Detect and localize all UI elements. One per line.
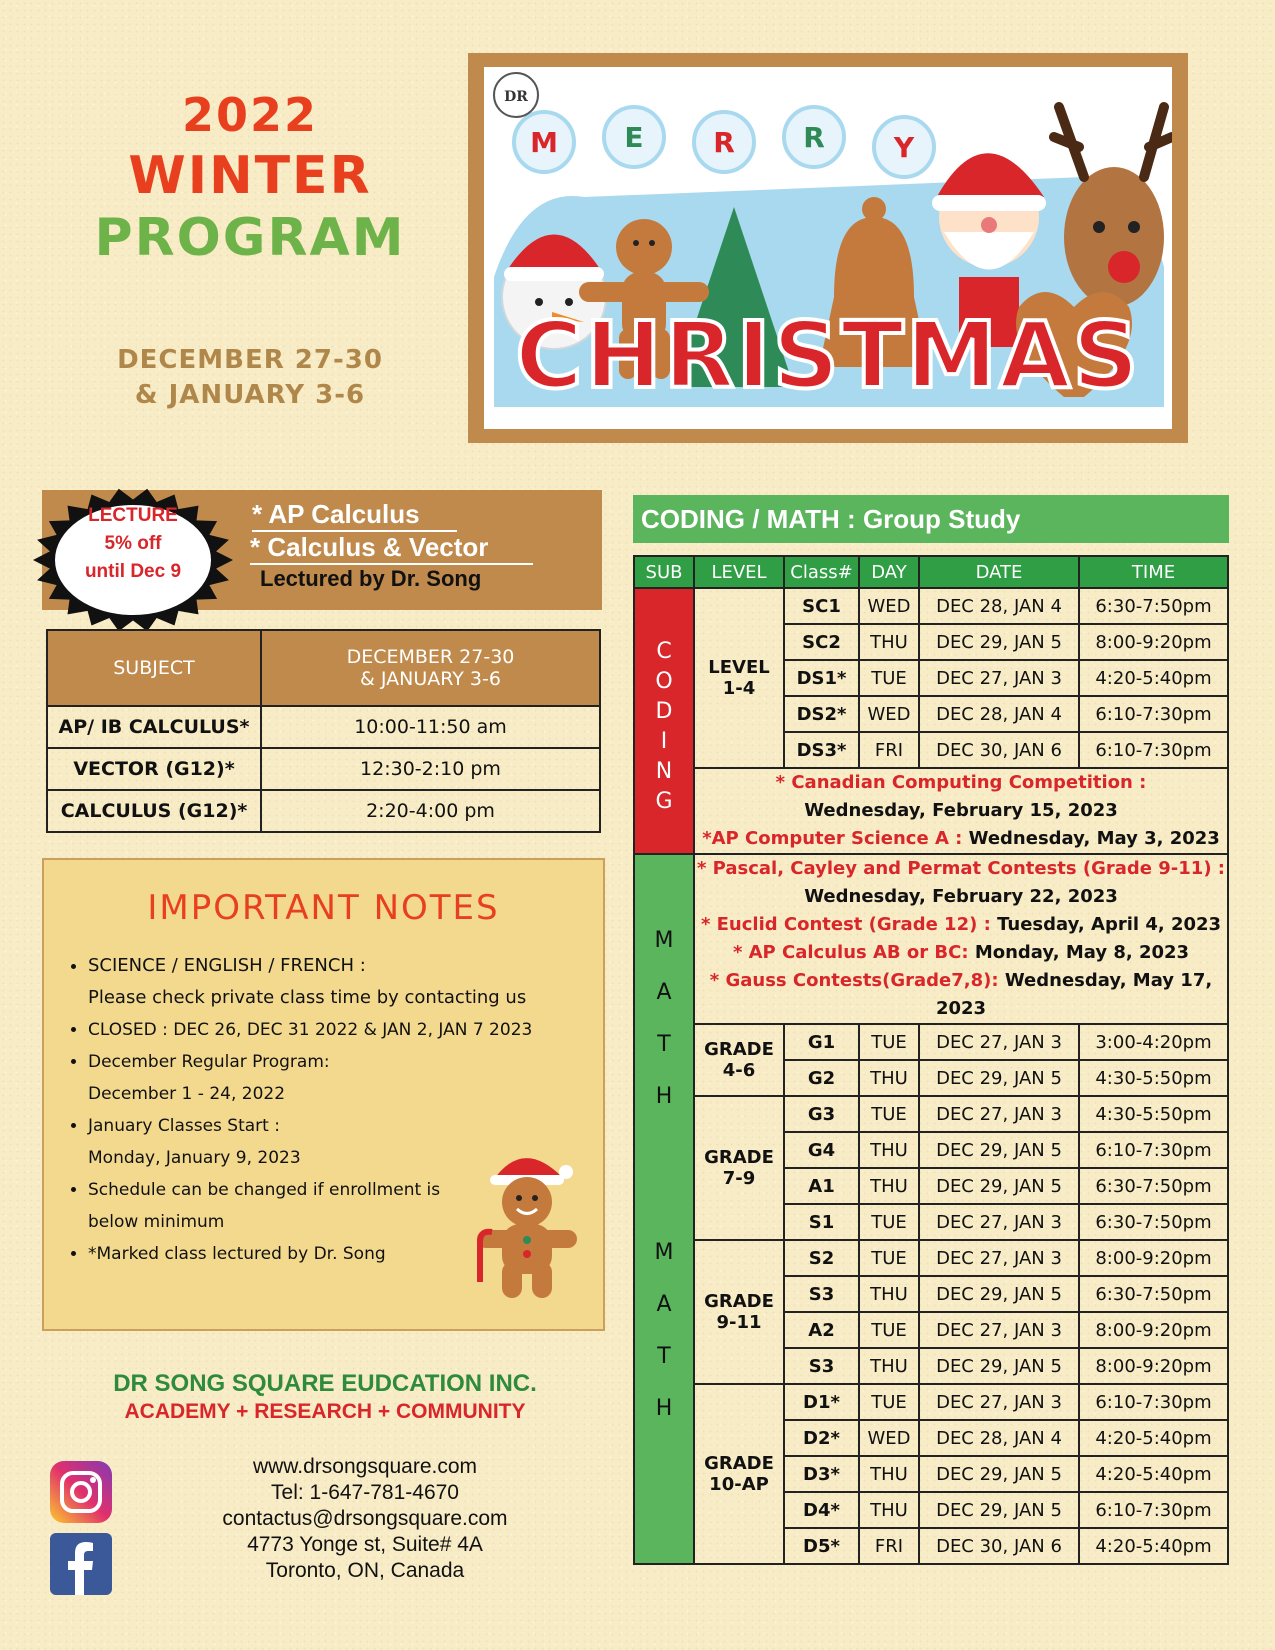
program-dates-line2: & JANUARY 3-6 xyxy=(134,380,366,410)
contest-note-line xyxy=(695,769,1227,825)
notes-row xyxy=(634,768,1228,854)
class-time: 6:10-7:30pm xyxy=(1079,1384,1228,1420)
contest-notes xyxy=(694,854,1228,1024)
level-coding xyxy=(694,588,784,768)
address-line1: 4773 Yonge st, Suite# 4A xyxy=(247,1533,483,1556)
contest-note-line xyxy=(695,939,1227,967)
contest-date: Wednesday, May 17, 2023 xyxy=(935,970,1213,1019)
christmas-banner xyxy=(468,53,1188,443)
title-year: 2022 xyxy=(181,88,319,142)
lecture-col-dates xyxy=(261,630,600,706)
col-class: Class# xyxy=(784,556,859,588)
lecture-course-ap-calculus: * AP Calculus xyxy=(252,499,457,532)
class-day: TUE xyxy=(859,1204,919,1240)
level-math xyxy=(694,1096,784,1240)
note-subtext: Please check private class time by contacting us xyxy=(88,987,527,1008)
lecture-col-dates-line2: & JANUARY 3-6 xyxy=(360,668,501,690)
note-text: January Classes Start : xyxy=(88,1116,280,1136)
class-date: DEC 27, JAN 3 xyxy=(919,1096,1079,1132)
level-label: GRADE xyxy=(704,1039,774,1060)
class-code: G2 xyxy=(784,1060,859,1096)
class-code: A1 xyxy=(784,1168,859,1204)
dr-logo: DR xyxy=(504,89,528,105)
class-day: TUE xyxy=(859,660,919,696)
class-code: D1* xyxy=(784,1384,859,1420)
contest-date: Wednesday, February 15, 2023 xyxy=(804,800,1118,821)
contest-notes xyxy=(694,768,1228,854)
note-subtext: Monday, January 9, 2023 xyxy=(88,1148,301,1168)
contest-note-line xyxy=(695,967,1227,1023)
class-date: DEC 29, JAN 5 xyxy=(919,1492,1079,1528)
class-day: THU xyxy=(859,1060,919,1096)
contest-date: Monday, May 8, 2023 xyxy=(968,942,1190,963)
class-time: 6:10-7:30pm xyxy=(1079,1132,1228,1168)
list-item xyxy=(88,1046,588,1110)
table-row xyxy=(47,790,600,832)
table-row xyxy=(634,1384,1228,1420)
merry-letter-r2: R xyxy=(803,121,825,154)
contest-note-line xyxy=(695,911,1227,939)
class-time: 6:30-7:50pm xyxy=(1079,1204,1228,1240)
class-time: 6:30-7:50pm xyxy=(1079,1168,1228,1204)
merry-letter-e: E xyxy=(624,121,644,154)
class-date: DEC 28, JAN 4 xyxy=(919,1420,1079,1456)
instagram-icon[interactable] xyxy=(50,1461,112,1523)
level-range: 1-4 xyxy=(722,678,756,699)
table-row xyxy=(47,706,600,748)
facebook-icon[interactable] xyxy=(50,1533,112,1595)
contest-name: *AP Computer Science A : xyxy=(702,828,963,849)
class-day: THU xyxy=(859,1168,919,1204)
class-code: DS2* xyxy=(784,696,859,732)
note-text: CLOSED : DEC 26, DEC 31 2022 & JAN 2, JAN 7 2023 xyxy=(88,1020,533,1040)
col-date: DATE xyxy=(919,556,1079,588)
class-date: DEC 28, JAN 4 xyxy=(919,588,1079,624)
class-date: DEC 27, JAN 3 xyxy=(919,660,1079,696)
class-time: 4:30-5:50pm xyxy=(1079,1060,1228,1096)
class-time: 6:30-7:50pm xyxy=(1079,588,1228,624)
class-code: DS1* xyxy=(784,660,859,696)
class-date: DEC 27, JAN 3 xyxy=(919,1204,1079,1240)
level-label: GRADE xyxy=(704,1291,774,1312)
level-label: GRADE xyxy=(704,1453,774,1474)
lecture-time: 2:20-4:00 pm xyxy=(261,790,600,832)
level-label: GRADE xyxy=(704,1147,774,1168)
class-code: S3 xyxy=(784,1348,859,1384)
class-day: FRI xyxy=(859,732,919,768)
class-code: A2 xyxy=(784,1312,859,1348)
badge-line1: LECTURE xyxy=(88,505,178,526)
class-time: 8:00-9:20pm xyxy=(1079,1312,1228,1348)
class-date: DEC 27, JAN 3 xyxy=(919,1240,1079,1276)
gingerbread-icon xyxy=(462,1142,592,1302)
class-time: 6:10-7:30pm xyxy=(1079,1492,1228,1528)
class-day: WED xyxy=(859,696,919,732)
class-code: D4* xyxy=(784,1492,859,1528)
class-time: 3:00-4:20pm xyxy=(1079,1024,1228,1060)
table-row xyxy=(634,1240,1228,1276)
list-item xyxy=(88,950,588,1014)
lecture-subject: AP/ IB CALCULUS* xyxy=(47,706,261,748)
lecture-col-subject: SUBJECT xyxy=(47,630,261,706)
note-text: *Marked class lectured by Dr. Song xyxy=(88,1244,386,1264)
class-code: G1 xyxy=(784,1024,859,1060)
class-time: 4:20-5:40pm xyxy=(1079,660,1228,696)
contest-date: Wednesday, February 22, 2023 xyxy=(804,886,1118,907)
contest-name: * Gauss Contests(Grade7,8): xyxy=(709,970,999,991)
lecture-time: 10:00-11:50 am xyxy=(261,706,600,748)
important-notes-panel xyxy=(42,858,605,1331)
level-range: 4-6 xyxy=(722,1060,756,1081)
class-date: DEC 30, JAN 6 xyxy=(919,1528,1079,1564)
level-math xyxy=(694,1024,784,1096)
class-date: DEC 29, JAN 5 xyxy=(919,624,1079,660)
class-day: THU xyxy=(859,1492,919,1528)
merry-letter-r1: R xyxy=(713,126,735,159)
class-time: 8:00-9:20pm xyxy=(1079,624,1228,660)
class-code: SC1 xyxy=(784,588,859,624)
class-time: 4:20-5:40pm xyxy=(1079,1528,1228,1564)
contest-name: * Pascal, Cayley and Permat Contests (Grade 9-11) : xyxy=(696,858,1226,879)
contest-name: * AP Calculus AB or BC: xyxy=(732,942,969,963)
class-time: 6:10-7:30pm xyxy=(1079,696,1228,732)
lecturer-label: Lectured by Dr. Song xyxy=(260,566,482,591)
note-text: December Regular Program: xyxy=(88,1052,330,1072)
contest-note-line xyxy=(695,825,1227,853)
merry-christmas-illustration xyxy=(484,67,1172,429)
class-day: TUE xyxy=(859,1384,919,1420)
company-tagline: ACADEMY + RESEARCH + COMMUNITY xyxy=(124,1400,526,1423)
class-time: 8:00-9:20pm xyxy=(1079,1348,1228,1384)
level-range: 10-AP xyxy=(709,1474,769,1495)
note-subtext: below minimum xyxy=(88,1212,225,1232)
christmas-banner-image xyxy=(484,67,1172,429)
table-row xyxy=(47,748,600,790)
group-study-table xyxy=(633,555,1229,1565)
company-name: DR SONG SQUARE EUDCATION INC. xyxy=(113,1370,537,1397)
class-date: DEC 30, JAN 6 xyxy=(919,732,1079,768)
class-code: DS3* xyxy=(784,732,859,768)
class-day: THU xyxy=(859,1456,919,1492)
class-day: THU xyxy=(859,1132,919,1168)
notes-row xyxy=(634,854,1228,1024)
christmas-word: CHRISTMAS xyxy=(515,302,1141,409)
col-level: LEVEL xyxy=(694,556,784,588)
class-code: G4 xyxy=(784,1132,859,1168)
level-range: 7-9 xyxy=(722,1168,756,1189)
col-day: DAY xyxy=(859,556,919,588)
level-label: LEVEL xyxy=(708,657,770,678)
group-study-title: CODING / MATH : Group Study xyxy=(633,495,1229,543)
class-code: S2 xyxy=(784,1240,859,1276)
class-date: DEC 29, JAN 5 xyxy=(919,1168,1079,1204)
title-winter: WINTER xyxy=(128,146,372,206)
title-program: PROGRAM xyxy=(94,208,406,268)
contest-note-line xyxy=(695,855,1227,911)
class-code: D2* xyxy=(784,1420,859,1456)
badge-line3: until Dec 9 xyxy=(84,561,182,582)
table-row xyxy=(634,1096,1228,1132)
website-link[interactable]: www.drsongsquare.com xyxy=(252,1455,478,1478)
note-text: SCIENCE / ENGLISH / FRENCH : xyxy=(88,955,366,976)
class-time: 4:30-5:50pm xyxy=(1079,1096,1228,1132)
class-time: 4:20-5:40pm xyxy=(1079,1420,1228,1456)
class-day: THU xyxy=(859,1348,919,1384)
level-math xyxy=(694,1384,784,1564)
class-day: TUE xyxy=(859,1024,919,1060)
class-code: D5* xyxy=(784,1528,859,1564)
col-time: TIME xyxy=(1079,556,1228,588)
class-day: WED xyxy=(859,1420,919,1456)
class-day: THU xyxy=(859,1276,919,1312)
class-date: DEC 29, JAN 5 xyxy=(919,1276,1079,1312)
level-range: 9-11 xyxy=(716,1312,762,1333)
lecture-schedule-table xyxy=(46,629,601,833)
class-day: TUE xyxy=(859,1096,919,1132)
class-code: S1 xyxy=(784,1204,859,1240)
phone-number: Tel: 1-647-781-4670 xyxy=(271,1481,459,1504)
merry-letter-m: M xyxy=(530,126,558,159)
class-day: WED xyxy=(859,588,919,624)
class-date: DEC 28, JAN 4 xyxy=(919,696,1079,732)
class-day: THU xyxy=(859,624,919,660)
class-code: D3* xyxy=(784,1456,859,1492)
level-math xyxy=(694,1240,784,1384)
lecture-subject: CALCULUS (G12)* xyxy=(47,790,261,832)
badge-line2: 5% off xyxy=(104,533,162,554)
table-header-row xyxy=(634,556,1228,588)
class-day: TUE xyxy=(859,1240,919,1276)
email-link[interactable]: contactus@drsongsquare.com xyxy=(222,1507,508,1530)
class-date: DEC 29, JAN 5 xyxy=(919,1132,1079,1168)
class-date: DEC 27, JAN 3 xyxy=(919,1312,1079,1348)
subject-math: M A T H M A T H xyxy=(634,854,694,1564)
class-date: DEC 27, JAN 3 xyxy=(919,1024,1079,1060)
important-notes-title: IMPORTANT NOTES xyxy=(147,888,500,928)
lecture-course-calculus-vector: * Calculus & Vector xyxy=(250,532,533,565)
col-sub: SUB xyxy=(634,556,694,588)
address-line2: Toronto, ON, Canada xyxy=(265,1559,465,1582)
subject-coding: C O D I N G xyxy=(634,588,694,854)
note-subtext: December 1 - 24, 2022 xyxy=(88,1084,286,1104)
program-dates-line1: DECEMBER 27-30 xyxy=(117,345,383,375)
class-time: 4:20-5:40pm xyxy=(1079,1456,1228,1492)
class-time: 6:10-7:30pm xyxy=(1079,732,1228,768)
lecture-time: 12:30-2:10 pm xyxy=(261,748,600,790)
contest-name: * Euclid Contest (Grade 12) : xyxy=(700,914,991,935)
merry-letter-y: Y xyxy=(893,131,915,164)
class-date: DEC 29, JAN 5 xyxy=(919,1348,1079,1384)
class-time: 6:30-7:50pm xyxy=(1079,1276,1228,1312)
contest-name: * Canadian Computing Competition : xyxy=(775,772,1147,793)
class-date: DEC 29, JAN 5 xyxy=(919,1060,1079,1096)
class-day: FRI xyxy=(859,1528,919,1564)
contest-date: Tuesday, April 4, 2023 xyxy=(990,914,1222,935)
class-code: S3 xyxy=(784,1276,859,1312)
class-date: DEC 27, JAN 3 xyxy=(919,1384,1079,1420)
lecture-col-dates-line1: DECEMBER 27-30 xyxy=(346,646,515,668)
contest-date: Wednesday, May 3, 2023 xyxy=(962,828,1220,849)
class-code: G3 xyxy=(784,1096,859,1132)
class-date: DEC 29, JAN 5 xyxy=(919,1456,1079,1492)
list-item xyxy=(88,1014,588,1046)
class-time: 8:00-9:20pm xyxy=(1079,1240,1228,1276)
note-text: Schedule can be changed if enrollment is xyxy=(88,1180,441,1200)
class-code: SC2 xyxy=(784,624,859,660)
table-row xyxy=(634,1024,1228,1060)
lecture-subject: VECTOR (G12)* xyxy=(47,748,261,790)
table-row xyxy=(634,588,1228,624)
class-day: TUE xyxy=(859,1312,919,1348)
